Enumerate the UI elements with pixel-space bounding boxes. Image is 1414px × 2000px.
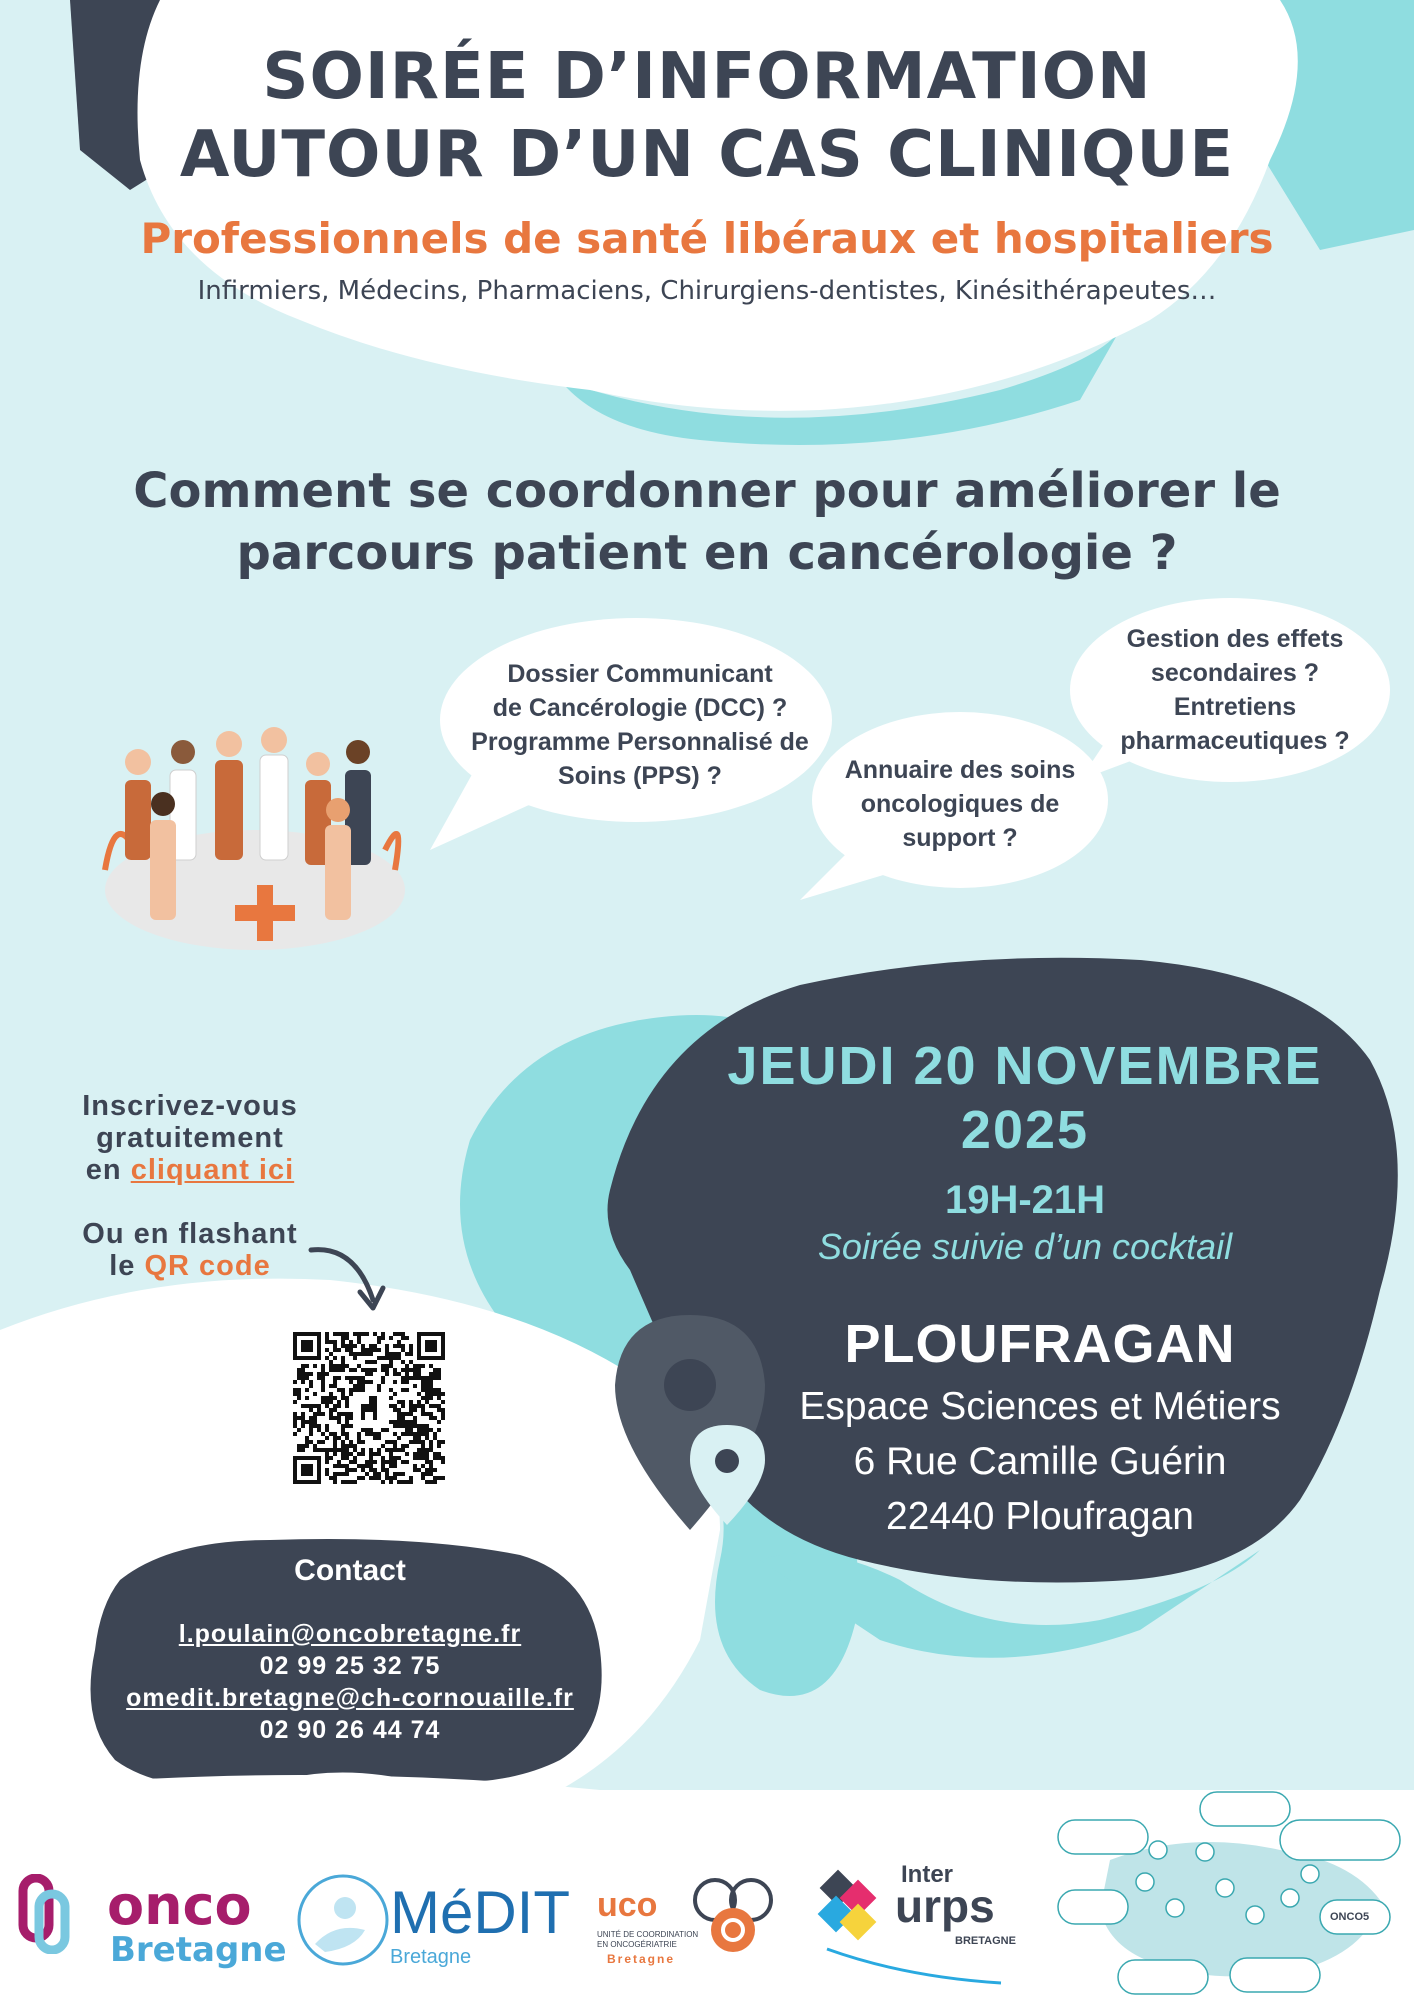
event-date [660,1034,1390,1162]
registration-line: gratuitement [96,1122,284,1154]
registration-prefix: en [85,1154,131,1186]
bubble-dcc-line: Programme Personnalisé de [471,728,809,756]
registration-text [40,1090,340,1186]
uco-bretagne-logo [595,1872,785,1972]
contact-phone-2: 02 90 26 44 74 [259,1716,441,1744]
qr-highlight: QR code [144,1250,271,1282]
qr-line [40,1250,340,1282]
email-link[interactable]: l.poulain@oncobretagne.fr [178,1620,522,1648]
bubble-effets-line: pharmaceutiques ? [1120,727,1350,755]
inter-urps-logo [815,1855,1015,1985]
bubble-annuaire [820,753,1100,855]
title-line-1: SOIRÉE D’INFORMATION [262,40,1152,114]
bubble-annuaire-line: support ? [902,824,1018,852]
bubble-effets-line: secondaires ? [1150,659,1320,687]
onco-logo-mark [15,1874,85,1954]
bubble-dcc-line: de Cancérologie (DCC) ? [492,694,788,722]
question-line-1: Comment se coordonner pour améliorer le [133,463,1281,519]
urps-swoosh [825,1947,1005,1987]
registration-line: Inscrivez-vous [82,1090,298,1122]
bubble-effets-line: Entretiens [1173,693,1297,721]
title-line-2: AUTOUR D’UN CAS CLINIQUE [179,118,1235,192]
map-label: ONCO5 [1330,1911,1370,1923]
audience-list: Infirmiers, Médecins, Pharmaciens, Chirurgiens-dentistes, Kinésithérapeutes… [197,276,1217,306]
qr-instruction [40,1218,340,1282]
date-line-2: 2025 [960,1100,1090,1160]
urps-logo-mark [815,1865,895,1945]
urps-logo-top: Inter [901,1861,954,1888]
uco-logo-mark [685,1872,785,1962]
contact-email-2[interactable] [100,1684,600,1713]
uco-logo-subtext: EN ONCOGÉRIATRIE [597,1940,677,1949]
onco-logo-subtext: Bretagne [110,1930,287,1970]
question-line-2: parcours patient en cancérologie ? [236,525,1178,581]
email-link[interactable]: omedit.bretagne@ch-cornouaille.fr [126,1684,574,1712]
event-time: 19H-21H [944,1178,1106,1222]
healthcare-team-illustration [95,700,425,960]
medit-logo-subtext: Bretagne [390,1946,472,1968]
qr-line: Ou en flashant [82,1218,298,1250]
contact-email-1[interactable] [100,1620,600,1649]
date-line-1: JEUDI 20 NOVEMBRE [727,1036,1323,1096]
bubble-dcc-line: Dossier Communicant [507,660,773,688]
uco-logo-subtext: Bretagne [607,1952,676,1966]
event-note: Soirée suivie d’un cocktail [817,1226,1233,1267]
uco-logo-subtext: UNITÉ DE COORDINATION [597,1930,699,1939]
contact-phone-1: 02 99 25 32 75 [259,1652,441,1680]
qr-code[interactable] [293,1332,445,1484]
medit-logo-mark [295,1872,391,1968]
medit-logo [295,1872,570,1972]
bubble-dcc [450,657,830,793]
onco-bretagne-logo [15,1870,287,1970]
urps-logo-subtext: BRETAGNE [955,1935,1016,1947]
bubble-annuaire-line: Annuaire des soins [844,756,1076,784]
onco-logo-text: onco [107,1874,252,1937]
subtitle: Professionnels de santé libéraux et hospitaliers [140,214,1274,263]
bubble-dcc-line: Soins (PPS) ? [558,762,722,790]
bubble-effets [1090,622,1380,758]
uco-logo-text: uco [597,1886,658,1924]
brittany-map [1050,1790,1410,1995]
registration-link[interactable]: cliquant ici [130,1154,295,1186]
medit-logo-text: MéDIT [390,1879,570,1946]
registration-link-line [40,1154,340,1186]
urps-logo-text: urps [895,1880,995,1932]
event-street: 6 Rue Camille Guérin [853,1440,1227,1483]
contact-title: Contact [294,1554,406,1587]
brittany-map-network [1050,1790,1410,1995]
qr-prefix: le [109,1250,145,1282]
event-city: PLOUFRAGAN [844,1314,1236,1374]
event-postal: 22440 Ploufragan [886,1495,1194,1538]
bubble-annuaire-line: oncologiques de [860,790,1060,818]
bubble-effets-line: Gestion des effets [1126,625,1344,653]
event-venue: Espace Sciences et Métiers [799,1385,1281,1428]
curved-arrow-icon [305,1240,395,1320]
